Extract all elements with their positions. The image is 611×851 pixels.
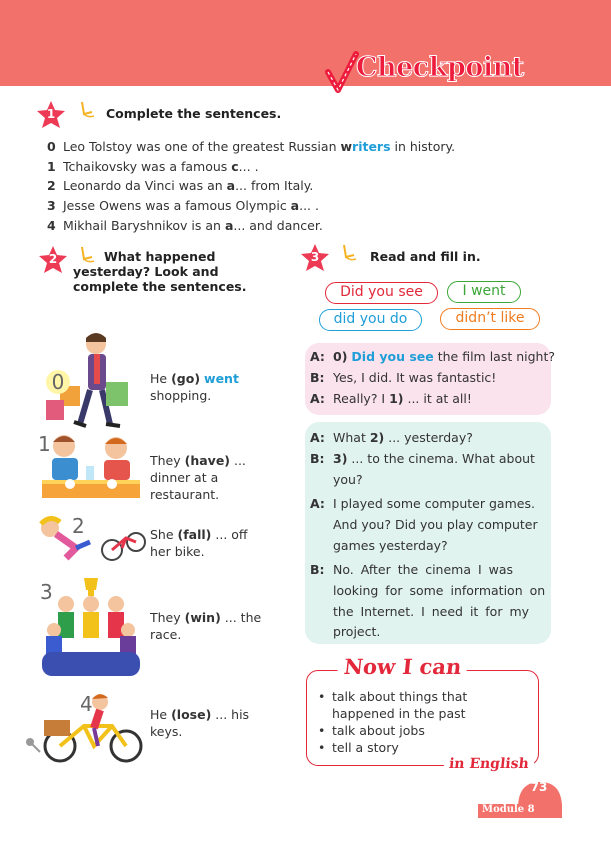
- sentence-3: 3 Jesse Owens was a famous Olympic a... .: [47, 198, 319, 214]
- man-with-shopping-bags-illustration: [36, 330, 136, 430]
- module-label: Module 8: [482, 804, 535, 815]
- boys-at-restaurant-table-illustration: [36, 432, 146, 508]
- dialogue-2-line-3: A: I played some computer games. And you? Did you play computer games yesterday?: [310, 496, 538, 553]
- in-english-label: in English: [443, 756, 534, 772]
- can-item: • tell a story: [318, 739, 533, 756]
- can-item: • talk about things that happened in the past: [318, 688, 533, 722]
- picture-4-number: 4: [80, 692, 93, 716]
- exercise-2-instruction-line-2: yesterday? Look and: [73, 264, 219, 279]
- sentence-2: 2 Leonardo da Vinci was an a... from Italy.: [47, 178, 314, 194]
- exercise-2-star-icon: [38, 245, 68, 275]
- option-didnt-like: didn’t like: [440, 308, 540, 330]
- option-did-you-see: Did you see: [325, 282, 438, 304]
- dialogue-1-line-3: A: Really? I 1) ... it at all!: [310, 391, 472, 406]
- sentence-4: 4 Mikhail Baryshnikov is an a... and dancer.: [47, 217, 323, 233]
- dialogue-2-line-4: B: No. After the cinema I was looking for some information on the Internet. I need it for my project.: [310, 562, 546, 640]
- exercise-1-star-icon: [36, 100, 66, 130]
- workbook-page: Checkpoint 1 Complete the sentences. 0 Leo Tolstoy was one of the greatest Russian writers in history. 1 Tchaikovsky was a famous c... . 2 Leonardo da Vinci was an a... from Italy. 3 Jesse Owens was a famous Olympic a... . 4 Mikhail Baryshnikov is an a... and dancer. 2 What happened yesterday? Look and complete the sentences. 0 He (go) went shopping. 1 They (have) ... dinner at a restaurant. 2 She (fall) ... off her bike. 3 They (win) ... the race. 4 He (lose) ... his keys. 3 Read and fill in. Did you see I went did you do didn’t like A: 0) Did you see the film last night? B: Yes, I did. It was fantastic! A: Really? I 1) ... it at all! A: What 2) ... yesterday? B: 3) ... to the cinema. What about you? A: I played some computer games. And you? Did you play computer games yesterday? B: No. After the cinema I was looking for some information on the Internet. I need it for my project. Now I can • talk about things that happened in the past • talk about jobs • tell a story in English 73 Module 8: [0, 0, 611, 851]
- picture-3-number: 3: [40, 580, 53, 604]
- exercise-3-number: 3: [310, 250, 320, 264]
- sentence-0-answer: riters: [352, 139, 391, 154]
- option-did-you-do: did you do: [319, 309, 422, 331]
- exercise-2-number: 2: [48, 252, 58, 266]
- exercise-2-instruction-line-1: What happened: [104, 249, 216, 264]
- checkpoint-title: [322, 50, 557, 96]
- girl-falling-off-bike-illustration: [36, 512, 146, 566]
- page-number: 73: [530, 780, 548, 794]
- question-0: He (go) went shopping.: [150, 371, 239, 403]
- question-0-answer: went: [204, 371, 239, 386]
- exercise-1-instruction: Complete the sentences.: [106, 106, 282, 121]
- pencil-icon: [78, 100, 98, 120]
- picture-0-number: 0: [46, 370, 70, 394]
- question-3: They (win) ... the race.: [150, 610, 262, 642]
- sentence-1: 1 Tchaikovsky was a famous c... .: [47, 158, 259, 174]
- dialogue-1-answer: Did you see: [351, 349, 434, 364]
- exercise-2-instruction-line-3: complete the sentences.: [73, 279, 247, 294]
- question-2: She (fall) ... off her bike.: [150, 527, 248, 559]
- pencil-icon: [78, 245, 98, 265]
- picture-2-number: 2: [72, 514, 85, 538]
- exercise-3-instruction: Read and fill in.: [370, 249, 481, 264]
- can-item: • talk about jobs: [318, 722, 533, 739]
- pencil-icon: [340, 243, 360, 263]
- exercise-3-star-icon: [300, 243, 330, 273]
- man-cycling-illustration: [22, 690, 146, 766]
- now-i-can-list: [318, 688, 533, 756]
- option-i-went: I went: [447, 281, 521, 303]
- checkpoint-heading: Checkpoint: [356, 52, 524, 83]
- dialogue-1-line-2: B: Yes, I did. It was fantastic!: [310, 370, 497, 385]
- question-1: They (have) ... dinner at a restaurant.: [150, 453, 246, 502]
- picture-1-number: 1: [38, 432, 51, 456]
- now-i-can-title: Now I can: [337, 654, 469, 679]
- dialogue-2-line-2: B: 3) ... to the cinema. What about you?: [310, 451, 535, 487]
- question-4: He (lose) ... his keys.: [150, 707, 250, 739]
- team-with-trophy-illustration: [36, 574, 146, 680]
- dialogue-1-line-1: A: 0) Did you see the film last night?: [310, 349, 556, 364]
- exercise-1-number: 1: [46, 107, 56, 121]
- exercise-1-sentences: [47, 137, 467, 236]
- sentence-0: 0 Leo Tolstoy was one of the greatest Russian writers in history.: [47, 139, 456, 154]
